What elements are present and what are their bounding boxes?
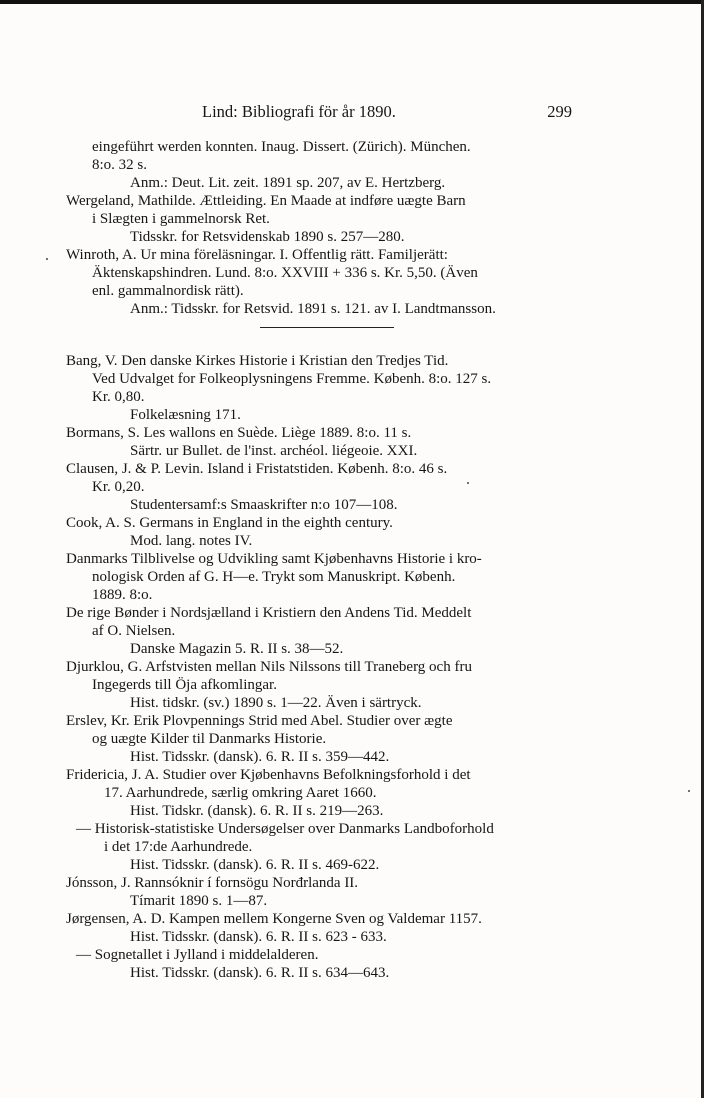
text-line: Winroth, A. Ur mina föreläsningar. I. Offentlig rätt. Familjerätt: [66, 247, 448, 263]
text-line: Tidsskr. for Retsvidenskab 1890 s. 257—280. [130, 229, 405, 245]
text-line: Hist. Tidskr. (dansk). 6. R. II s. 219—263. [130, 803, 384, 819]
text-line: Cook, A. S. Germans in England in the eighth century. [66, 515, 393, 531]
text-line: 17. Aarhundrede, særlig omkring Aaret 1660. [104, 785, 377, 801]
text-line: Ved Udvalget for Folkeoplysningens Fremme. Københ. 8:o. 127 s. [92, 371, 492, 387]
page-number: 299 [547, 102, 572, 121]
text-line: Hist. Tidsskr. (dansk). 6. R. II s. 634—643. [130, 965, 390, 981]
text-line: Kr. 0,20. [92, 479, 145, 495]
text-line: De rige Bønder i Nordsjælland i Kristiern den Andens Tid. Meddelt [66, 605, 472, 621]
text-line: Bormans, S. Les wallons en Suède. Liège 1889. 8:o. 11 s. [66, 425, 412, 441]
text-line: Anm.: Deut. Lit. zeit. 1891 sp. 207, av E. Hertzberg. [130, 175, 446, 191]
text-line: — Historisk-statistiske Undersøgelser over Danmarks Landboforhold [76, 821, 494, 837]
text-line: Danske Magazin 5. R. II s. 38—52. [130, 641, 344, 657]
text-line: nologisk Orden af G. H—e. Trykt som Manuskript. Københ. [92, 569, 456, 585]
text-line: Kr. 0,80. [92, 389, 145, 405]
scan-speck [688, 790, 690, 792]
text-line: Folkelæsning 171. [130, 407, 241, 423]
running-head-title: Lind: Bibliografi för år 1890. [202, 102, 396, 121]
text-line: 8:o. 32 s. [92, 157, 148, 173]
text-line: Tímarit 1890 s. 1—87. [130, 893, 268, 909]
text-line: Hist. Tidsskr. (dansk). 6. R. II s. 623 - 633. [130, 929, 387, 945]
text-line: Jørgensen, A. D. Kampen mellem Kongerne Sven og Valdemar 1157. [66, 911, 482, 927]
text-line: enl. gammalnordisk rätt). [92, 283, 244, 299]
text-line: eingeführt werden konnten. Inaug. Dissert. (Zürich). München. [92, 139, 471, 155]
text-line: Studentersamf:s Smaaskrifter n:o 107—108. [130, 497, 398, 513]
text-line: og uægte Kilder til Danmarks Historie. [92, 731, 327, 747]
text-line: Hist. Tidsskr. (dansk). 6. R. II s. 359—442. [130, 749, 390, 765]
scan-speck [467, 482, 469, 484]
text-line: Hist. tidskr. (sv.) 1890 s. 1—22. Även i särtryck. [130, 695, 422, 711]
text-line: Bang, V. Den danske Kirkes Historie i Kristian den Tredjes Tid. [66, 353, 449, 369]
text-line: Särtr. ur Bullet. de l'inst. archéol. liégeoie. XXI. [130, 443, 418, 459]
text-line: Clausen, J. & P. Levin. Island i Fristatstiden. Københ. 8:o. 46 s. [66, 461, 448, 477]
text-line: — Sognetallet i Jylland i middelalderen. [76, 947, 319, 963]
text-line: Wergeland, Mathilde. Ættleiding. En Maade at indføre uægte Barn [66, 193, 466, 209]
text-line: Erslev, Kr. Erik Plovpennings Strid med Abel. Studier over ægte [66, 713, 453, 729]
text-line: Hist. Tidsskr. (dansk). 6. R. II s. 469-622. [130, 857, 380, 873]
text-line: Jónsson, J. Rannsóknir í fornsögu Norđrlanda II. [66, 875, 359, 891]
text-line: Djurklou, G. Arfstvisten mellan Nils Nilssons till Traneberg och fru [66, 659, 472, 675]
text-line: 1889. 8:o. [92, 587, 153, 603]
section-divider [260, 327, 394, 328]
text-line: af O. Nielsen. [92, 623, 176, 639]
text-line: Anm.: Tidsskr. for Retsvid. 1891 s. 121. av I. Landtmansson. [130, 301, 496, 317]
text-line: Ingegerds till Öja afkomlingar. [92, 677, 277, 693]
scan-speck [46, 258, 48, 260]
text-line: Danmarks Tilblivelse og Udvikling samt Kjøbenhavns Historie i kro- [66, 551, 482, 567]
text-line: i det 17:de Aarhundrede. [104, 839, 253, 855]
text-line: i Slægten i gammelnorsk Ret. [92, 211, 270, 227]
text-line: Mod. lang. notes IV. [130, 533, 253, 549]
text-line: Fridericia, J. A. Studier over Kjøbenhavns Befolkningsforhold i det [66, 767, 471, 783]
text-line: Äktenskapshindren. Lund. 8:o. XXVIII + 336 s. Kr. 5,50. (Även [92, 265, 478, 281]
scan-edge-top [0, 0, 704, 4]
